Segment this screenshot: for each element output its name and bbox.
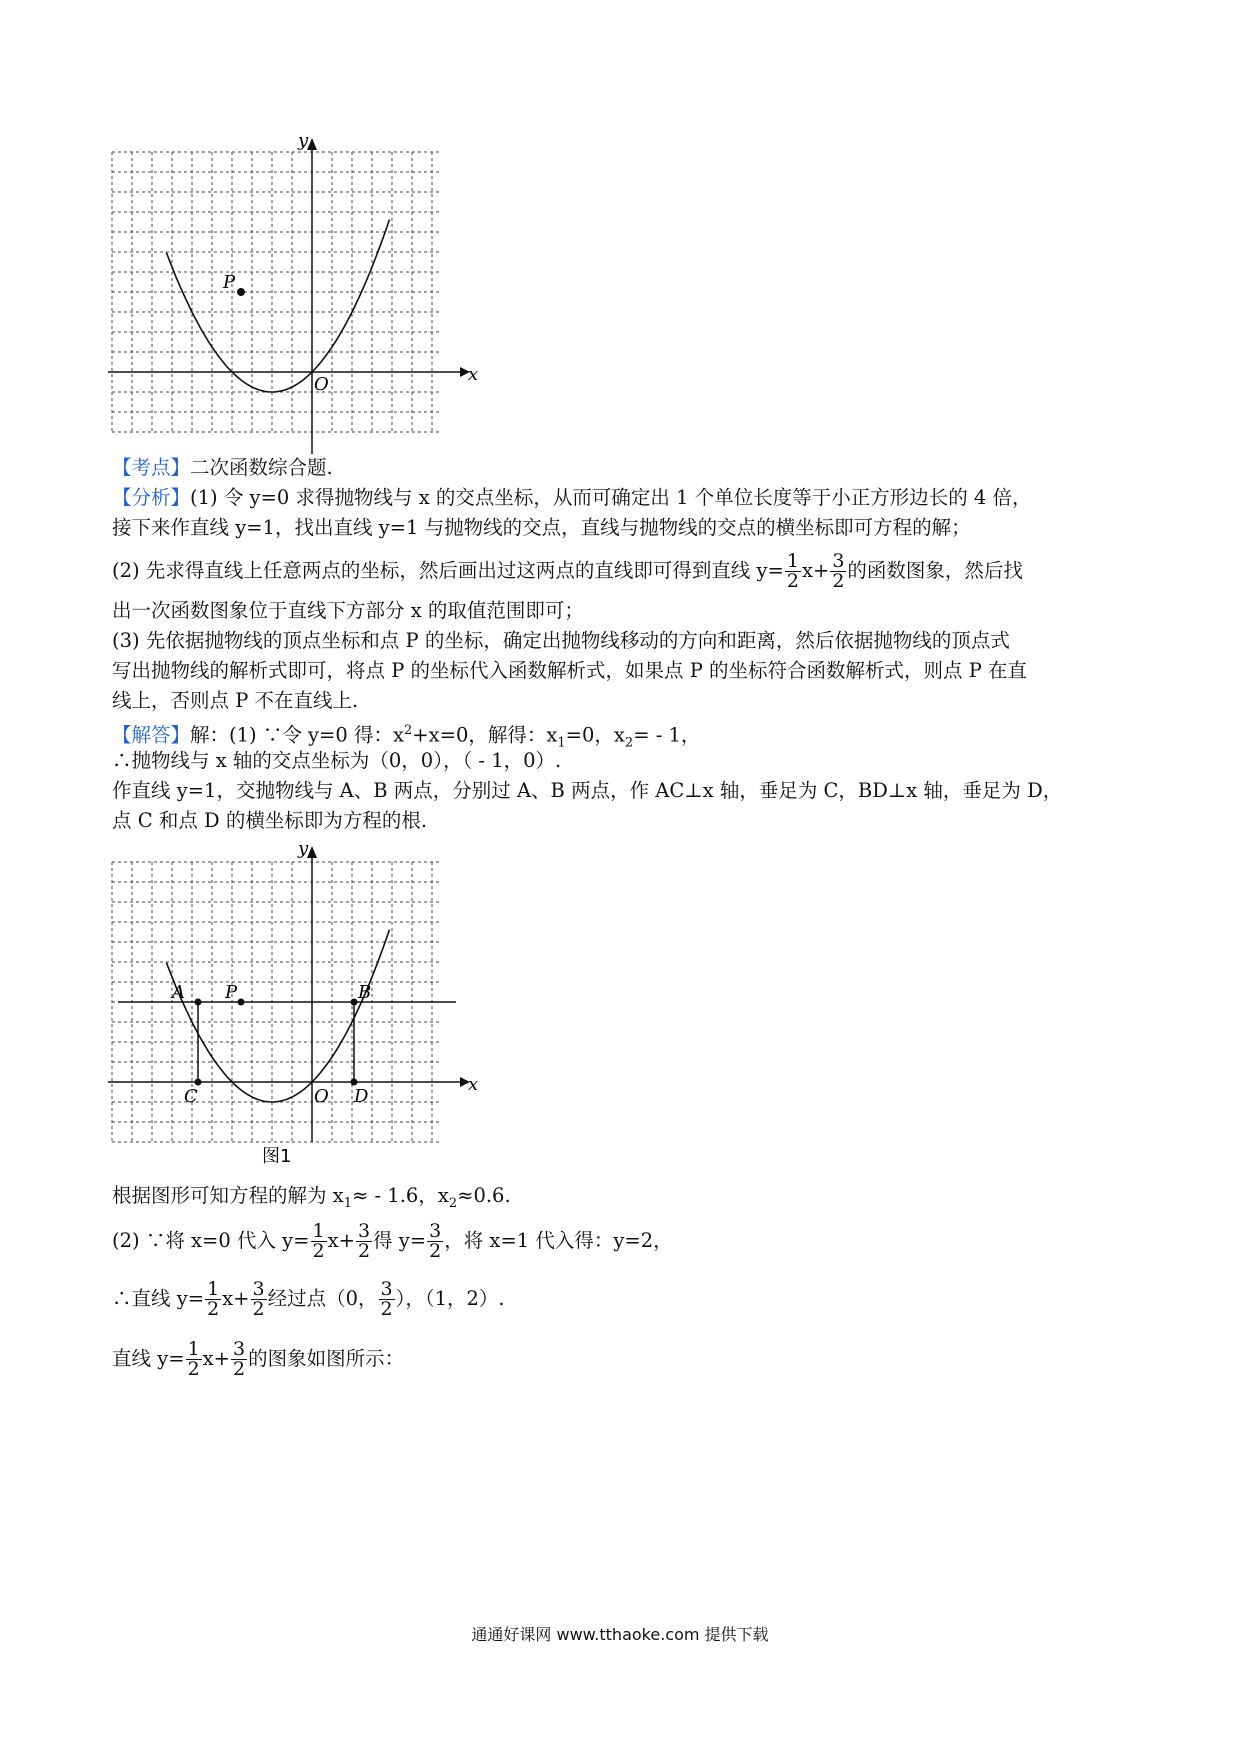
point-d-dot xyxy=(351,1079,358,1086)
parabola-figure-2 xyxy=(108,840,478,1170)
label-p: P xyxy=(223,272,236,293)
parabola-figure-1 xyxy=(108,132,478,454)
label-y: y xyxy=(298,132,309,151)
fraction-three-halves: $\frac{3}{2}$ xyxy=(832,550,845,592)
point-c-dot xyxy=(195,1079,202,1086)
fenxi-tag: 【分析】 xyxy=(112,486,191,509)
fenxi-line-7: 线上，否则点 P 不在直线上. xyxy=(112,689,359,712)
fenxi-line-6: 写出抛物线的解析式即可，将点 P 的坐标代入函数解析式，如果点 P 的坐标符合函数解析式，则点 P 在直 xyxy=(112,659,1028,682)
label-y: y xyxy=(298,840,309,859)
fenxi-line-4: 出一次函数图象位于直线下方部分 x 的取值范围即可； xyxy=(112,599,584,622)
part2-line-1: (2) ∵将 x=0 代入 y= $\frac{1}{2}$ x+ $\frac{3}{2}$ 得 y= $\frac{3}{2}$ ，将 x=1 代入得：y=2， xyxy=(112,1220,673,1262)
gen-line: 根据图形可知方程的解为 $x_1\approx - 1.6$，$x_2\approx 0.6$. xyxy=(112,1184,511,1211)
figure-2-svg xyxy=(108,840,478,1170)
figure-caption: 图1 xyxy=(262,1146,292,1167)
fenxi-line-1: 【分析】(1) 令 y=0 求得抛物线与 x 的交点坐标，从而可确定出 1 个单位长度等于小正方形边长的 4 倍， xyxy=(112,486,1032,509)
label-x: x xyxy=(468,1074,478,1095)
fenxi-line-2: 接下来作直线 y=1，找出直线 y=1 与抛物线的交点，直线与抛物线的交点的横坐标即可方程的解； xyxy=(112,516,971,539)
page-footer: 通通好课网 www.tthaoke.com 提供下载 xyxy=(471,1625,769,1644)
label-c: C xyxy=(184,1086,198,1107)
point-p-dot xyxy=(237,288,245,296)
part2-line-3: 直线 y= $\frac{1}{2}$ x+ $\frac{3}{2}$ 的图象如图所示： xyxy=(112,1338,405,1380)
label-origin: O xyxy=(314,1086,329,1107)
jieda-line-2: ∴抛物线与 x 轴的交点坐标为（0，0），（ - 1，0）. xyxy=(112,749,562,772)
label-origin: O xyxy=(314,374,329,395)
jieda-line-4: 点 C 和点 D 的横坐标即为方程的根. xyxy=(112,809,428,832)
fenxi-line-3: (2) 先求得直线上任意两点的坐标，然后画出过这两点的直线即可得到直线 y= $\frac{1}{2}$ x+ $\frac{3}{2}$ 的函数图象，然后找 xyxy=(112,550,1023,592)
part2-line-2: ∴直线 y= $\frac{1}{2}$ x+ $\frac{3}{2}$ 经过点（0， $\frac{3}{2}$ ），（1，2）. xyxy=(112,1278,505,1320)
jieda-line-1: 【解答】解：(1) ∵令 y=0 得：$x^2+x=0$，解得：$x_1=0$，$x_2= - 1$， xyxy=(112,723,701,751)
kaodian-tag: 【考点】 xyxy=(112,456,191,479)
kaodian-body: 二次函数综合题. xyxy=(190,456,333,479)
jieda-tag: 【解答】 xyxy=(112,723,191,747)
label-b: B xyxy=(358,982,372,1003)
jieda-line-3: 作直线 y=1，交抛物线与 A、B 两点，分别过 A、B 两点，作 AC⊥x 轴，垂足为 C，BD⊥x 轴，垂足为 D， xyxy=(112,779,1063,802)
point-p-dot xyxy=(238,999,245,1006)
label-a: A xyxy=(172,982,185,1003)
label-d: D xyxy=(354,1086,369,1107)
label-p: P xyxy=(225,982,238,1003)
fenxi-line-5: (3) 先依据抛物线的顶点坐标和点 P 的坐标，确定出抛物线移动的方向和距离，然后依据抛物线的顶点式 xyxy=(112,629,1010,652)
figure-1-svg xyxy=(108,132,478,454)
fraction-half: $\frac{1}{2}$ xyxy=(786,550,799,592)
point-b-dot xyxy=(351,999,358,1006)
label-x: x xyxy=(468,364,478,385)
point-a-dot xyxy=(195,999,202,1006)
kaodian-line xyxy=(112,454,333,482)
